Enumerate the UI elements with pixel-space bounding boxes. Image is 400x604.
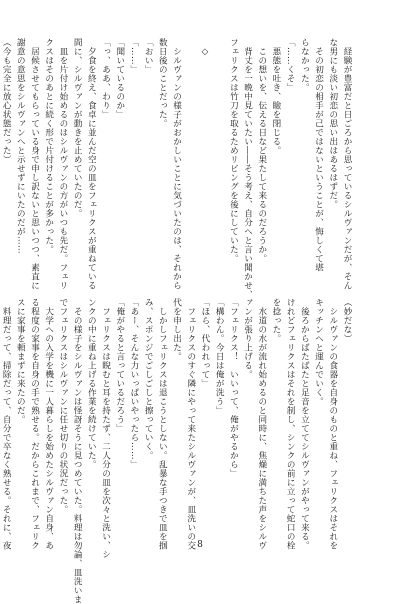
bottom-column-line: 代を申し出た。: [171, 298, 182, 361]
bottom-column-line: その様子をシルヴァンは怪訝そうに見つめていた。料理は勿論、皿洗いま: [72, 298, 83, 604]
top-column-line: らなかった。: [299, 38, 310, 92]
bottom-column-line: スに家事を頼まずに来たのだ。: [15, 298, 26, 424]
bottom-column-line: キッチンへと運んでいく。: [313, 298, 324, 406]
top-column-line: 数日後のことだった。: [157, 38, 168, 128]
bottom-column-line: 「俺がやると言っているだろう」: [114, 298, 125, 433]
top-column-line: 「っ、ああ、わり」: [100, 38, 111, 119]
bottom-column-line: （妙だな）: [342, 298, 352, 343]
bottom-column-line: 料理だって、掃除だって、自分で卒なく熟せる。それに、夜: [1, 298, 12, 550]
top-column-line: 「おい」: [143, 38, 154, 74]
bottom-column-line: でフェリクスはシルヴァンに任せ切りの状況だった。: [57, 298, 68, 514]
top-column-line: 「聞いているのか」: [114, 38, 125, 119]
bottom-column-line: ンクの中に重ね上げる作業を続けていた。: [86, 298, 97, 469]
bottom-column-line: しかしフェリクスは退こうとしない。乱暴な手つきで皿を掴: [157, 298, 168, 550]
bottom-column-line: フェリクスは睨むと耳を持たず、二人分の皿を次々と洗い、シ: [100, 298, 111, 559]
top-column-line: 「……くそ」: [285, 38, 296, 92]
bottom-column-line: 大学への入学を機に一人暮らしを始めたシルヴァン自身、あ: [43, 298, 54, 550]
top-column-line: クスはそのあとに続く形で片付けることが多かった。: [43, 38, 54, 254]
bottom-column-line: けれどフェリクスはそれを制し、シンクの前に立って蛇口の栓: [285, 298, 296, 550]
bottom-column-line: る程度の家事を自身の手で熟せる。だからこれまで、フェリク: [29, 298, 40, 550]
bottom-column-line: 「構わん。今日は俺が洗う」: [214, 298, 225, 415]
top-column-line: 夕食を終え、食卓に並んだ空の皿をフェリクスが重ねている: [86, 38, 97, 290]
top-column-line: 経験が豊富だと日ごろから思っているシルヴァンだが、そん: [342, 38, 352, 290]
top-column-line: [184, 38, 198, 264]
top-column-line: な男にも淡い初恋の思い出はあるはずだ。: [327, 38, 338, 209]
bottom-column-line: 「フェリクス！ いいって、俺がやるから」: [228, 298, 239, 478]
bottom-column-line: 「あー、そんな力いっぱいやったら……」: [128, 298, 139, 469]
bottom-column-line: シルヴァンの食器を自身のものと重ね、フェリクスはそれを: [327, 298, 338, 550]
bottom-column-line: を捻った。: [270, 298, 281, 343]
text-column-top: [1, 38, 354, 299]
top-column-line: 背丈を一晩中見ていたい――そう考え、自分へと言い聞かせ、: [242, 38, 253, 299]
top-column-line: 謝意の意思をシルヴァンへと示せずにいたのだが……: [15, 38, 26, 254]
top-column-line: 皿を片付け始めるのはシルヴァンの方がいつも先だ。フェリ: [57, 38, 68, 290]
page-number: 8: [197, 540, 203, 550]
top-column-line: シルヴァンの様子がおかしいことに気づいたのは、それから: [171, 38, 182, 290]
top-column-line: 「……」: [128, 38, 139, 74]
top-column-line: この想いを、伝える日など果たして来るのだろうか。: [256, 38, 267, 263]
top-column-line: [212, 38, 226, 264]
top-column-line: 居候させてもらっている身で申し訳ないと思いつつ、素直に: [29, 38, 40, 290]
text-column-bottom: [1, 298, 354, 604]
top-column-line: ◇: [199, 38, 210, 58]
bottom-column-line: 水道の水が流れ始めるのと同時に、焦燥に満ちた声をシルヴ: [256, 298, 267, 550]
top-column-line: （今も完全に放心状態だった）: [1, 38, 12, 164]
bottom-column-line: ァンが張り上げる。: [242, 298, 253, 379]
top-column-line: フェリクスは竹刀を取るためリビングを後にしていた。: [228, 38, 239, 263]
top-column-line: 悪態を吐き、瞼を閉じる。: [270, 38, 281, 155]
bottom-column-line: フェリクスのすぐ隣にやって来たシルヴァンが、皿洗いの交: [185, 298, 196, 550]
top-column-line: 間に、シルヴァンが動きを止めていたのだ。: [72, 38, 83, 218]
bottom-column-line: み、スポンジでごしごしと擦っていく。: [143, 298, 154, 460]
bottom-column-line: 「ほら、代われって」: [199, 298, 210, 388]
bottom-column-line: 後ろからばたばたと足音を立ててシルヴァンがやって来る。: [299, 298, 310, 550]
top-column-line: その初恋の相手が己ではないということが、悔しくて堪: [313, 38, 324, 272]
